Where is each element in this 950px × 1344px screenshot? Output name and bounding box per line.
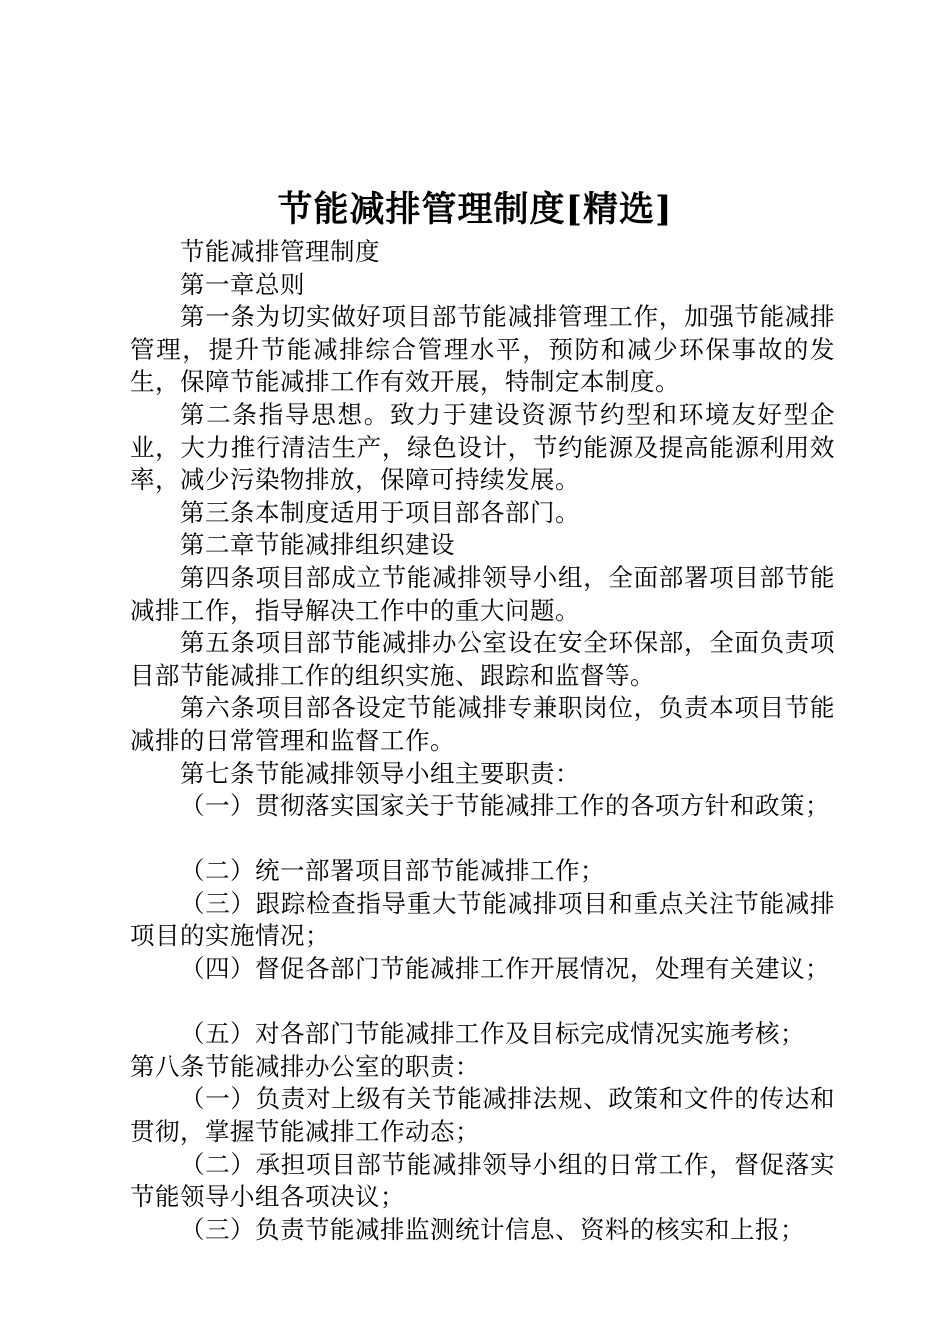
paragraph-article-3: 第三条本制度适用于项目部各部门。 — [180, 497, 580, 527]
paragraph-article-8: 第八条节能减排办公室的职责： — [130, 1051, 480, 1081]
paragraph-subtitle: 节能减排管理制度 — [180, 237, 380, 266]
paragraph-article-8-item-2: （二）承担项目部节能减排领导小组的日常工作，督促落实节能领导小组各项决议； — [130, 1149, 835, 1212]
document-body — [130, 236, 835, 1246]
paragraph-article-2: 第二条指导思想。致力于建设资源节约型和环境友好型企业，大力推行清洁生产，绿色设计，节约能源及提高能源利用效率，减少污染物排放，保障可持续发展。 — [130, 399, 835, 495]
paragraph-article-7: 第七条节能减排领导小组主要职责： — [180, 758, 580, 788]
paragraph-article-7-item-1: （一）贯彻落实国家关于节能减排工作的各项方针和政策； — [180, 791, 830, 821]
paragraph-article-7-item-3: （三）跟踪检查指导重大节能减排项目和重点关注节能减排项目的实施情况； — [130, 888, 835, 951]
paragraph-article-8-item-1: （一）负责对上级有关节能减排法规、政策和文件的传达和贯彻，掌握节能减排工作动态； — [130, 1084, 835, 1147]
paragraph-article-4: 第四条项目部成立节能减排领导小组，全面部署项目部节能减排工作，指导解决工作中的重大问题。 — [130, 562, 835, 625]
paragraph-article-7-item-2: （二）统一部署项目部节能减排工作； — [180, 856, 605, 886]
paragraph-article-7-item-4: （四）督促各部门节能减排工作开展情况，处理有关建议； — [180, 954, 830, 984]
paragraph-article-6: 第六条项目部各设定节能减排专兼职岗位，负责本项目节能减排的日常管理和监督工作。 — [130, 693, 835, 755]
paragraph-article-7-item-5: （五）对各部门节能减排工作及目标完成情况实施考核； — [180, 1019, 805, 1049]
paragraph-article-1: 第一条为切实做好项目部节能减排管理工作，加强节能减排管理，提升节能减排综合管理水平，预防和减少环保事故的发生，保障节能减排工作有效开展，特制定本制度。 — [130, 302, 835, 397]
paragraph-article-5: 第五条项目部节能减排办公室设在安全环保部，全面负责项目部节能减排工作的组织实施、跟踪和监督等。 — [130, 628, 835, 690]
paragraph-chapter-2: 第二章节能减排组织建设 — [180, 530, 455, 560]
paragraph-chapter-1: 第一章总则 — [180, 269, 305, 299]
document-title: 节能减排管理制度[精选] — [277, 189, 673, 230]
paragraph-article-8-item-3: （三）负责节能减排监测统计信息、资料的核实和上报； — [180, 1214, 805, 1244]
